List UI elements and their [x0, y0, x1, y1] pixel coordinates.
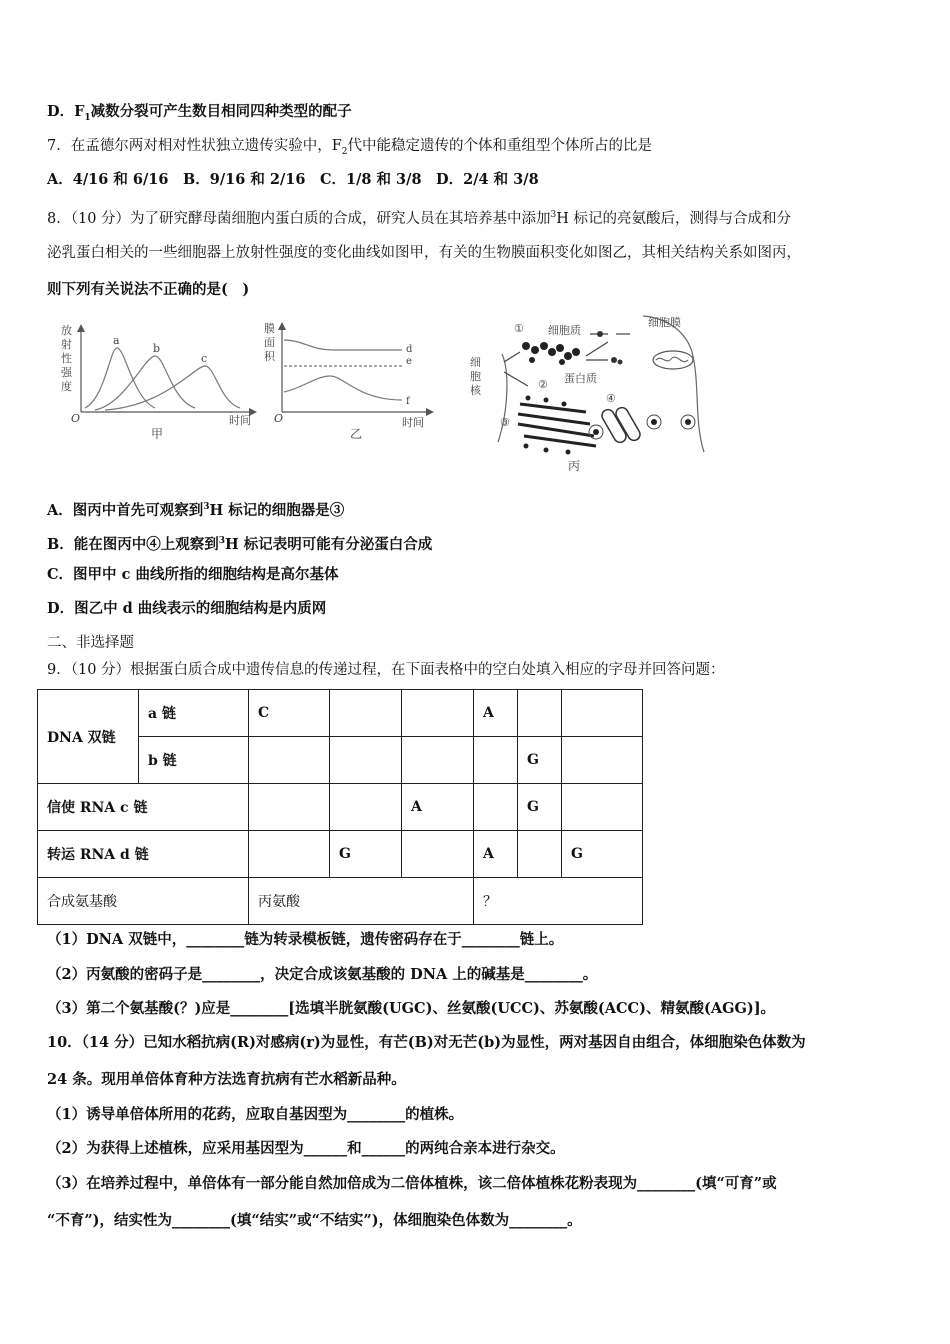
q10-stem-line2: 24 条。现用单倍体育种方法选育抗病有芒水稻新品种。	[47, 1071, 406, 1088]
cell-dna: DNA 双链	[38, 690, 139, 784]
bing-caption: 丙	[568, 459, 581, 473]
figure-bing	[468, 312, 718, 474]
cell-d1	[249, 831, 330, 878]
cell-a5	[518, 690, 562, 737]
yi-label-e: e	[406, 356, 412, 367]
q6-option-d: D．$F_1$减数分裂可产生数目相同四种类型的配子	[47, 103, 352, 123]
bing-label-membrane: 细胞膜	[648, 316, 681, 329]
cell-b4	[474, 737, 518, 784]
yi-label-f: f	[406, 396, 410, 407]
jia-ylabel-1: 射	[61, 338, 72, 351]
jia-label-a: a	[113, 334, 120, 347]
q9-sub2: （2）丙氨酸的密码子是________，决定合成该氨基酸的 DNA 上的碱基是________。	[47, 966, 598, 983]
cell-a-chain: a 链	[139, 690, 249, 737]
jia-caption: 甲	[151, 427, 164, 441]
cell-aa: 合成氨基酸	[38, 878, 249, 925]
yi-curve-d	[284, 340, 402, 350]
cell-b-chain: b 链	[139, 737, 249, 784]
bing-label-nucleus-0: 细	[470, 356, 481, 369]
bing-label-nucleus-1: 胞	[470, 370, 481, 383]
yi-label-d: d	[406, 344, 413, 355]
yi-ylabel-0: 膜	[264, 322, 275, 335]
bing-mitochondrion	[653, 351, 693, 369]
cell-d2: G	[330, 831, 402, 878]
yi-xlabel: 时间	[402, 416, 424, 429]
figure-yi	[262, 318, 442, 443]
cell-b3	[402, 737, 474, 784]
jia-ylabel-3: 强	[61, 366, 72, 379]
bing-label-nucleus-2: 核	[470, 384, 481, 397]
cell-d5	[518, 831, 562, 878]
cell-c1	[249, 784, 330, 831]
q9-sub1: （1）DNA 双链中，________链为转录模板链，遗传密码存在于________链上。	[47, 931, 564, 948]
q10-sub3: （3）在培养过程中，单倍体有一部分能自然加倍成为二倍体植株，该二倍体植株花粉表现为________(填“可育”或	[47, 1175, 777, 1192]
cell-d6: G	[562, 831, 643, 878]
cell-trna: 转运 RNA d 链	[38, 831, 249, 878]
table-row	[38, 878, 643, 925]
jia-ylabel-0: 放	[61, 324, 72, 337]
q9-sub3: （3）第二个氨基酸(？)应是________[选填半胱氨酸(UGC)、丝氨酸(UCC)、苏氨酸(ACC)、精氨酸(AGG)]。	[47, 1000, 776, 1017]
q8-option-b: B．能在图丙中④上观察到$^3$H 标记表明可能有分泌蛋白合成	[47, 535, 433, 553]
q10-stem: 10．（14 分）已知水稻抗病(R)对感病(r)为显性，有芒(B)对无芒(b)为显性，两对基因自由组合，体细胞染色体数为	[47, 1034, 806, 1051]
jia-ylabel-2: 性	[61, 352, 72, 365]
cell-b2	[330, 737, 402, 784]
cell-a3	[402, 690, 474, 737]
jia-origin: O	[71, 412, 81, 425]
bing-label-2: ②	[538, 378, 548, 391]
cell-a4: A	[474, 690, 518, 737]
q10-sub1: （1）诱导单倍体所用的花药，应取自基因型为________的植株。	[47, 1106, 464, 1123]
jia-xlabel: 时间	[229, 414, 251, 427]
cell-mrna: 信使 RNA c 链	[38, 784, 249, 831]
q8-stem: 8．（10 分）为了研究酵母菌细胞内蛋白质的合成，研究人员在其培养基中添加$^3$H 标记的亮氨酸后，测得与合成和分	[47, 210, 792, 227]
bing-label-4: ④	[606, 392, 616, 405]
cell-c2	[330, 784, 402, 831]
yi-origin: O	[274, 412, 284, 425]
table-row	[38, 784, 643, 831]
jia-curve-a	[85, 348, 155, 408]
jia-ylabel-4: 度	[61, 380, 72, 393]
bing-label-cytoplasm: 细胞质	[548, 324, 581, 337]
cell-b6	[562, 737, 643, 784]
table-row	[38, 690, 643, 737]
cell-c6	[562, 784, 643, 831]
bing-er	[518, 404, 596, 446]
jia-label-b: b	[153, 342, 161, 355]
yi-ylabel-1: 面	[264, 336, 275, 349]
q8-option-c: C．图甲中 c 曲线所指的细胞结构是高尔基体	[47, 566, 339, 583]
cell-a2	[330, 690, 402, 737]
bing-cell-membrane	[643, 316, 704, 452]
cell-c4	[474, 784, 518, 831]
jia-label-c: c	[201, 352, 208, 365]
cell-c3: A	[402, 784, 474, 831]
jia-curve-c	[105, 366, 240, 410]
cell-b1	[249, 737, 330, 784]
bing-golgi	[600, 405, 642, 444]
bing-label-3: ③	[500, 416, 510, 429]
q8-option-d: D．图乙中 d 曲线表示的细胞结构是内质网	[47, 600, 327, 617]
cell-d4: A	[474, 831, 518, 878]
q10-sub2: （2）为获得上述植株，应采用基因型为______和______的两纯合亲本进行杂交。	[47, 1140, 565, 1157]
genetic-table	[37, 689, 643, 925]
table-row	[38, 831, 643, 878]
bing-label-protein: 蛋白质	[564, 372, 597, 385]
bing-vesicles	[589, 415, 695, 439]
cell-d3	[402, 831, 474, 878]
bing-label-1: ①	[514, 322, 524, 335]
jia-curve-b	[95, 356, 195, 410]
cell-a1: C	[249, 690, 330, 737]
figure-jia	[55, 318, 265, 443]
yi-caption: 乙	[350, 427, 363, 441]
yi-ylabel-2: 积	[264, 350, 275, 363]
cell-c5: G	[518, 784, 562, 831]
bing-ribosomes	[522, 342, 580, 365]
q8-stem-line3: 则下列有关说法不正确的是( )	[47, 281, 250, 298]
section-heading: 二、非选择题	[47, 635, 134, 651]
yi-curve-f	[284, 376, 402, 400]
q7-stem: 7．在孟德尔两对相对性状独立遗传实验中，$F_2$代中能稳定遗传的个体和重组型个体所占的比是	[47, 138, 653, 157]
cell-a6	[562, 690, 643, 737]
q9-stem: 9．（10 分）根据蛋白质合成中遗传信息的传递过程，在下面表格中的空白处填入相应的字母并回答问题：	[47, 662, 725, 678]
q7-options: A．4/16 和 6/16 B．9/16 和 2/16 C．1/8 和 3/8 D．2/4 和 3/8	[47, 171, 539, 188]
q10-sub3-line2: “不育”)，结实性为________(填“结实”或“不结实”)，体细胞染色体数为________。	[47, 1212, 582, 1229]
q8-stem-line2: 泌乳蛋白相关的一些细胞器上放射性强度的变化曲线如图甲，有关的生物膜面积变化如图乙，其相关结构关系如图丙，	[47, 245, 801, 261]
q8-option-a: A．图丙中首先可观察到$^3$H 标记的细胞器是③	[47, 501, 345, 519]
cell-unknown: ？	[474, 878, 643, 925]
cell-b5: G	[518, 737, 562, 784]
cell-alanine: 丙氨酸	[249, 878, 474, 925]
